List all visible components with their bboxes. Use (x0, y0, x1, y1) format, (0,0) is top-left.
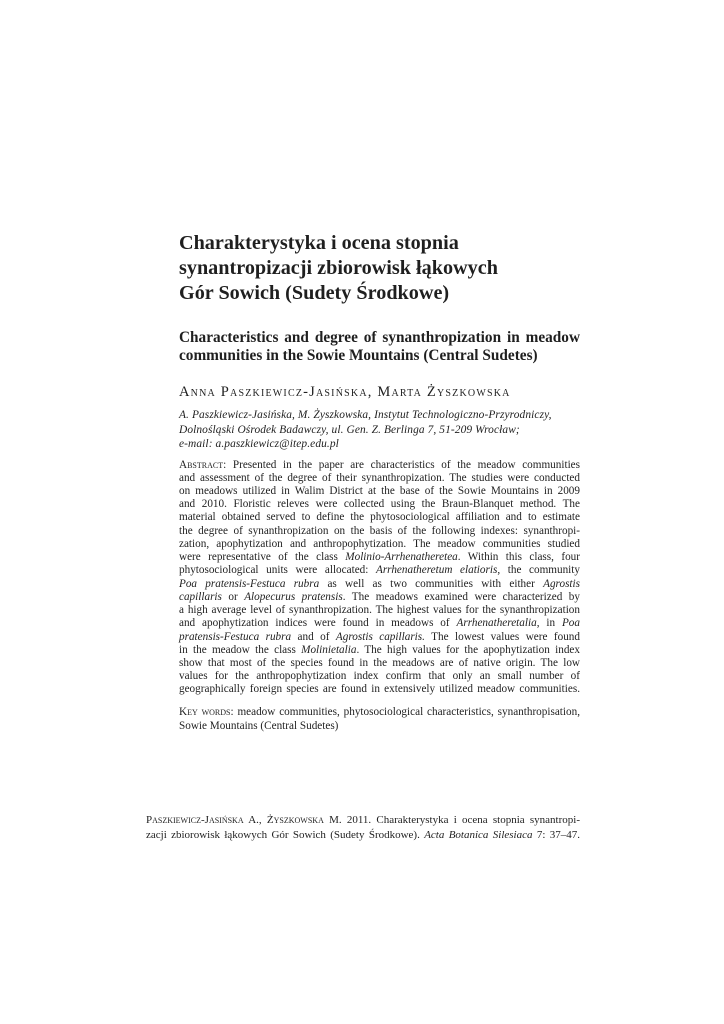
abstract-line (179, 604, 580, 617)
abstract-line (179, 683, 580, 696)
keywords-line (179, 719, 580, 733)
italic-text: Poa pratensis-Festuca rubra (179, 577, 320, 590)
title-english-line (179, 329, 580, 347)
italic-text: Molinietalia (301, 643, 357, 656)
title-polish (179, 231, 609, 306)
italic-text: Arrhenatheretum elatioris (375, 564, 498, 577)
abstract-line (179, 591, 580, 604)
text-run: or (221, 590, 245, 603)
text-run: phytosociological units were allocated: (179, 564, 376, 577)
italic-text: pratensis-Festuca rubra (179, 630, 292, 643)
text-run: in the meadow the class (179, 643, 302, 656)
citation-line (146, 813, 580, 828)
italic-text: Molinio-Arrhenatheretea (345, 551, 458, 564)
text-run: were representative of the class (179, 551, 346, 564)
title-polish-line (179, 231, 609, 256)
text-run: 7: 37–47. (532, 828, 581, 841)
title-polish-line (179, 256, 609, 281)
text-run: and assessment of the degree of their synanthropization. The studies were conducted (179, 471, 580, 484)
abstract-line (179, 511, 580, 524)
title-english-line (179, 347, 580, 365)
text-run: and of (291, 630, 336, 643)
abstract-line (179, 525, 580, 538)
abstract-line (179, 472, 580, 485)
text-run: Charakterystyka i ocena stopnia (179, 232, 459, 254)
italic-text: Agrostis (543, 577, 580, 590)
abstract-line (179, 564, 580, 577)
text-run: . Within this class, four (457, 551, 580, 564)
affiliation-line (179, 423, 599, 438)
text-run: Presented in the paper are characteristics of the meadow communities (226, 458, 580, 471)
affiliation-line (179, 437, 599, 452)
abstract-line (179, 578, 580, 591)
title-english (179, 329, 580, 365)
abstract-line (179, 459, 580, 472)
affiliation-line (179, 408, 599, 423)
italic-text: Arrhenatheretalia (456, 617, 537, 630)
text-run: as well as two communities with either (319, 577, 544, 590)
text-run: . The high values for the apophytization index (356, 643, 580, 656)
text-run: , the community (497, 564, 580, 577)
text-run: Sowie Mountains (Central Sudetes) (179, 720, 339, 732)
abstract-line (179, 617, 580, 630)
abstract-line (179, 538, 580, 551)
text-run: synantropizacji zbiorowisk łąkowych (179, 257, 498, 279)
text-run: . The meadows examined were characterized by (342, 590, 580, 603)
abstract-label: Abstract: (179, 458, 227, 471)
abstract (179, 459, 580, 697)
italic-text: Acta Botanica Silesiaca (424, 828, 533, 841)
italic-text: Agrostis capillaris. (335, 630, 425, 643)
italic-text: capillaris (179, 590, 222, 603)
text-run: The lowest values were found (424, 630, 580, 643)
title-polish-line (179, 281, 609, 306)
authors: Anna Paszkiewicz-Jasińska, Marta Żyszkowska (179, 384, 511, 400)
text-run: a high average level of synanthropization. The highest values for the synanthropization (179, 604, 580, 617)
text-run: show that most of the species found in the meadows are of native origin. The low (179, 657, 580, 670)
text-run: A. Paszkiewicz-Jasińska, M. Żyszkowska, Instytut Technologiczno-Przyrodniczy, (179, 409, 552, 421)
keywords-label: Key words: (179, 706, 234, 718)
text-run: and 2010. Floristic releves were collected using the Braun-Blanquet method. The (179, 498, 580, 511)
text-run: Gór Sowich (Sudety Środkowe) (179, 282, 450, 304)
text-run: the degree of synanthropization on the basis of the following indexes: synanthropi- (179, 524, 580, 537)
text-run: communities in the Sowie Mountains (Central Sudetes) (179, 347, 538, 364)
citation-line (146, 828, 580, 843)
abstract-line (179, 551, 580, 564)
abstract-line (179, 657, 580, 670)
text-run: on meadows utilized in Walim District at the base of the Sowie Mountains in 2009 (179, 484, 580, 497)
text-run: zacji zbiorowisk łąkowych Gór Sowich (Sudety Środkowe). (146, 828, 425, 841)
text-run: and apophytization indices were found in meadows of (179, 617, 457, 630)
text-run: geographically foreign species are found in extensively utilized meadow communities. (179, 683, 580, 696)
small-caps-text: Paszkiewicz-Jasińska A., Żyszkowska M. (146, 814, 342, 826)
text-run: 2011. Charakterystyka i ocena stopnia synantropi- (341, 814, 580, 826)
abstract-line (179, 670, 580, 683)
abstract-line (179, 631, 580, 644)
text-run: Characteristics and degree of synanthropization in meadow (179, 329, 580, 346)
text-run: zation, apophytization and anthropophytization. The meadow communities studied (179, 537, 580, 550)
italic-text: Poa (561, 617, 580, 630)
abstract-line (179, 644, 580, 657)
keywords-line (179, 705, 580, 719)
abstract-line (179, 485, 580, 498)
affiliation (179, 408, 599, 452)
keywords (179, 705, 580, 733)
text-run: Dolnośląski Ośrodek Badawczy, ul. Gen. Z. Berlinga 7, 51-209 Wrocław; (179, 423, 520, 436)
citation (146, 813, 580, 842)
text-run: e-mail: a.paszkiewicz@itep.edu.pl (179, 438, 339, 450)
italic-text: Alopecurus pratensis (244, 590, 343, 603)
text-run: , in (536, 617, 562, 630)
abstract-line (179, 498, 580, 511)
text-run: meadow communities, phytosociological characteristics, synanthropisation, (233, 706, 580, 718)
text-run: values for the anthropophytization index confirm that only an small number of (179, 670, 580, 683)
text-run: material obtained served to define the phytosociological affiliation and to estimate (179, 511, 580, 524)
